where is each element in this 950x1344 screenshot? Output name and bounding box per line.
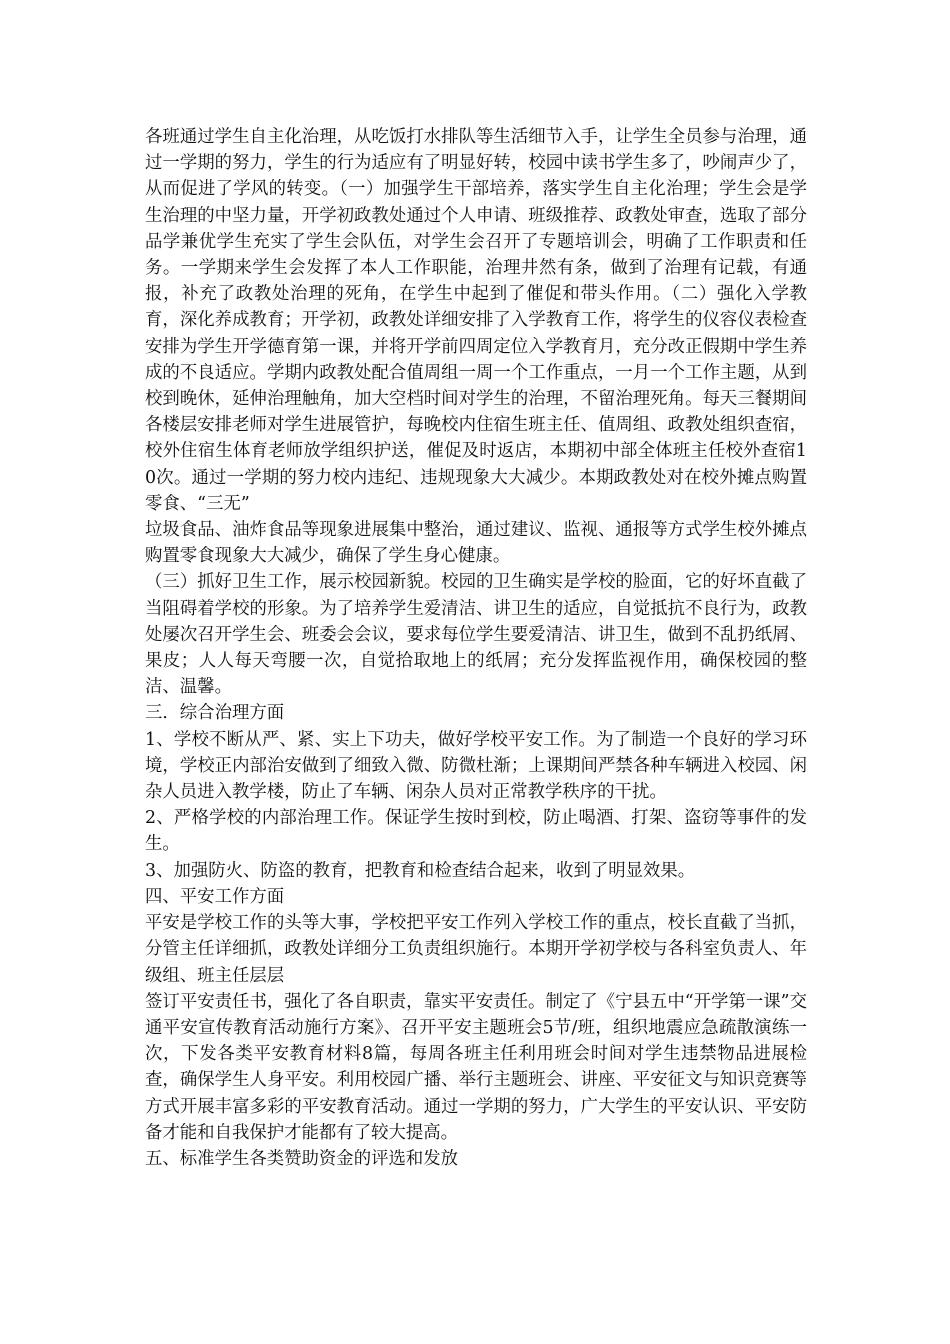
paragraph-governance-item-3: 3、加强防火、防盗的教育，把教育和检查结合起来，收到了明显效果。: [145, 860, 696, 881]
paragraph-student-management: 各班通过学生自主化治理，从吃饭打水排队等生活细节入手，让学生全员参与治理，通过一学期的努力，学生的行为适应有了明显好转，校园中读书学生多了，吵闹声少了，从而促进了学风的转变。（一）加强学生干部培养，落实学生自主化治理；学生会是学生治理的中坚力量，开学初政教处通过个人申请、班级推荐、政教处审查，选取了部分品学兼优学生充实了学生会队伍，对学生会召开了专题培训会，明确了工作职责和任务。一学期来学生会发挥了本人工作职能，治理井然有条，做到了治理有记载，有通报，补充了政教处治理的死角，在学生中起到了催促和带头作用。（二）强化入学教育，深化养成教育；开学初，政教处详细安排了入学教育工作，将学生的仪容仪表检查安排为学生开学德育第一课，并将开学前四周定位入学教育月，充分改正假期中学生养成的不良适应。学期内政教处配合值周组一周一个工作重点，一月一个工作主题，从到校到晚休，延伸治理触角，加大空档时间对学生的治理，不留治理死角。每天三餐期间各楼层安排老师对学生进展管护，每晚校内住宿生班主任、值周组、政教处组织查宿，校外住宿生体育老师放学组织护送，催促及时返店，本期初中部全体班主任校外查宿10次。通过一学期的努力校内违纪、违规现象大大减少。本期政教处对在校外摊点购置零食、“三无”: [145, 127, 807, 514]
paragraph-safety-responsibility: 签订平安责任书，强化了各自职责，靠实平安责任。制定了《宁县五中“开学第一课”交通平安宣传教育活动施行方案》、召开平安主题班会5节/班，组织地震应急疏散演练一次，下发各类平安教育材料8篇，每周各班主任利用班会时间对学生违禁物品进展检查，确保学生人身平安。利用校园广播、举行主题班会、讲座、平安征文与知识竞赛等方式开展丰富多彩的平安教育活动。通过一学期的努力，广大学生的平安认识、平安防备才能和自我保护才能都有了较大提高。: [145, 991, 807, 1143]
document-page: [145, 124, 807, 1172]
paragraph-food-rectification: 垃圾食品、油炸食品等现象进展集中整治，通过建议、监视、通报等方式学生校外摊点购置零食现象大大减少，确保了学生身心健康。: [145, 520, 807, 567]
paragraph-safety-overview: 平安是学校工作的头等大事，学校把平安工作列入学校工作的重点，校长直截了当抓，分管主任详细抓，政教处详细分工负责组织施行。本期开学初学校与各科室负责人、年级组、班主任层层: [145, 913, 807, 986]
paragraph-governance-item-1: 1、学校不断从严、紧、实上下功夫，做好学校平安工作。为了制造一个良好的学习环境，学校正内部治安做到了细致入微、防微杜渐；上课期间严禁各种车辆进入校园、闲杂人员进入教学楼，防止了车辆、闲杂人员对正常教学秩序的干扰。: [145, 729, 807, 803]
heading-safety-work: 四、平安工作方面: [145, 886, 285, 907]
paragraph-hygiene-work: （三）抓好卫生工作，展示校园新貌。校园的卫生确实是学校的脸面，它的好坏直截了当阻碍着学校的形象。为了培养学生爱清洁、讲卫生的适应，自觉抵抗不良行为，政教处屡次召开学生会、班委会会议，要求每位学生要爱清洁、讲卫生，做到不乱扔纸屑、果皮；人人每天弯腰一次，自觉拾取地上的纸屑；充分发挥监视作用，确保校园的整洁、温馨。: [145, 572, 807, 698]
paragraph-governance-item-2: 2、严格学校的内部治理工作。保证学生按时到校，防止喝酒、打架、盗窃等事件的发生。: [145, 808, 807, 855]
heading-comprehensive-governance: 三．综合治理方面: [145, 703, 285, 724]
heading-funding-selection: 五、标准学生各类赞助资金的评选和发放: [145, 1148, 459, 1169]
